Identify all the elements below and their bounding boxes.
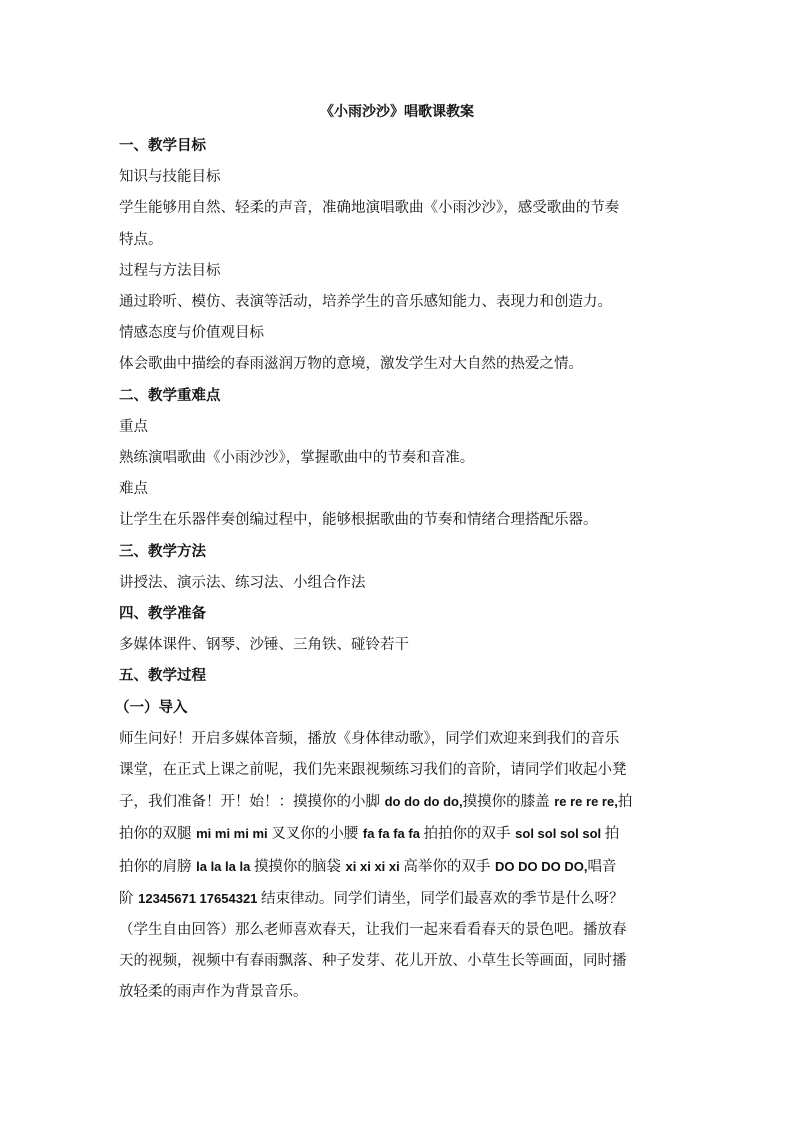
knowledge-goal-label: 知识与技能目标 bbox=[119, 169, 221, 186]
line-4-text-g: 拍 bbox=[604, 826, 620, 843]
section-heading-process: 五、教学过程 bbox=[119, 668, 206, 685]
knowledge-goal-text-line-2: 特点。 bbox=[119, 231, 163, 248]
solfege-high-do: DO DO DO DO, bbox=[494, 858, 588, 874]
intro-paragraph-line-4 bbox=[119, 818, 681, 850]
solfege-la: la la la la bbox=[196, 858, 254, 874]
section-heading-goals: 一、教学目标 bbox=[119, 138, 206, 154]
intro-paragraph-line-2: 课堂，在正式上课之前呢，我们先来跟视频练习我们的音阶，请同学们收起小凳 bbox=[119, 762, 627, 779]
line-3-text-a: 子，我们准备！开！始！：摸摸你的小脚 bbox=[119, 794, 385, 811]
intro-paragraph-line-9: 放轻柔的雨声作为背景音乐。 bbox=[119, 984, 308, 1001]
line-4-text-a: 拍你的双腿 bbox=[119, 826, 197, 843]
line-5-text-c: 摸摸你的脑袋 bbox=[253, 858, 346, 875]
emotion-goal-text: 体会歌曲中描绘的春雨滋润万物的意境，激发学生对大自然的热爱之情。 bbox=[119, 356, 583, 373]
line-5-text-e: 高举你的双手 bbox=[403, 858, 495, 875]
emotion-goal-label: 情感态度与价值观目标 bbox=[119, 325, 264, 342]
sub-heading-intro: （一）导入 bbox=[115, 699, 188, 716]
intro-paragraph-line-1: 师生问好！开启多媒体音频，播放《身体律动歌》，同学们欢迎来到我们的音乐 bbox=[119, 730, 620, 747]
difficulty-label: 难点 bbox=[119, 481, 148, 498]
preparation-text: 多媒体课件、钢琴、沙锤、三角铁、碰铃若干 bbox=[119, 637, 409, 654]
solfege-do: do do do do, bbox=[384, 794, 463, 810]
solfege-sol: sol sol sol sol bbox=[515, 826, 605, 842]
key-point-label: 重点 bbox=[119, 418, 148, 435]
intro-paragraph-line-6 bbox=[119, 883, 681, 915]
knowledge-goal-text-line-1: 学生能够用自然、轻柔的声音，准确地演唱歌曲《小雨沙沙》，感受歌曲的节奏 bbox=[119, 200, 620, 217]
solfege-mi: mi mi mi mi bbox=[196, 826, 272, 842]
process-goal-text: 通过聆听、模仿、表演等活动，培养学生的音乐感知能力、表现力和创造力。 bbox=[119, 294, 612, 311]
section-heading-methods: 三、教学方法 bbox=[119, 543, 206, 560]
methods-text: 讲授法、演示法、练习法、小组合作法 bbox=[119, 574, 366, 591]
scale-numbers: 12345671 17654321 bbox=[138, 890, 262, 906]
difficulty-text: 让学生在乐器伴奏创编过程中，能够根据歌曲的节奏和情绪合理搭配乐器。 bbox=[119, 512, 598, 529]
line-5-text-g: 唱音 bbox=[587, 858, 617, 875]
line-4-text-e: 拍拍你的双手 bbox=[423, 826, 516, 843]
line-6-text-c: 结束律动。同学们请坐，同学们最喜欢的季节是什么呀？ bbox=[261, 890, 624, 907]
intro-paragraph-line-5 bbox=[119, 851, 681, 883]
key-point-text: 熟练演唱歌曲《小雨沙沙》，掌握歌曲中的节奏和音准。 bbox=[119, 450, 475, 467]
intro-paragraph-line-8: 天的视频，视频中有春雨飘落、种子发芽、花儿开放、小草生长等画面，同时播 bbox=[119, 953, 627, 970]
document-title: 《小雨沙沙》唱歌课教案 bbox=[320, 104, 474, 120]
intro-paragraph-line-3 bbox=[119, 786, 681, 818]
solfege-fa: fa fa fa fa bbox=[362, 826, 424, 842]
line-6-text-a: 阶 bbox=[119, 890, 139, 907]
section-heading-preparation: 四、教学准备 bbox=[119, 606, 206, 623]
section-heading-key-points: 二、教学重难点 bbox=[119, 387, 221, 404]
solfege-xi: xi xi xi xi bbox=[345, 858, 404, 874]
document-body bbox=[115, 131, 681, 1009]
line-3-text-e: 拍 bbox=[617, 794, 633, 811]
line-3-text-c: 摸摸你的膝盖 bbox=[462, 794, 555, 811]
process-goal-label: 过程与方法目标 bbox=[119, 262, 221, 279]
line-4-text-c: 叉叉你的小腰 bbox=[271, 826, 363, 843]
line-5-text-a: 拍你的肩膀 bbox=[119, 858, 197, 875]
intro-paragraph-line-7: （学生自由回答）那么老师喜欢春天，让我们一起来看看春天的景色吧。播放春 bbox=[119, 922, 627, 939]
solfege-re: re re re re, bbox=[554, 794, 618, 810]
